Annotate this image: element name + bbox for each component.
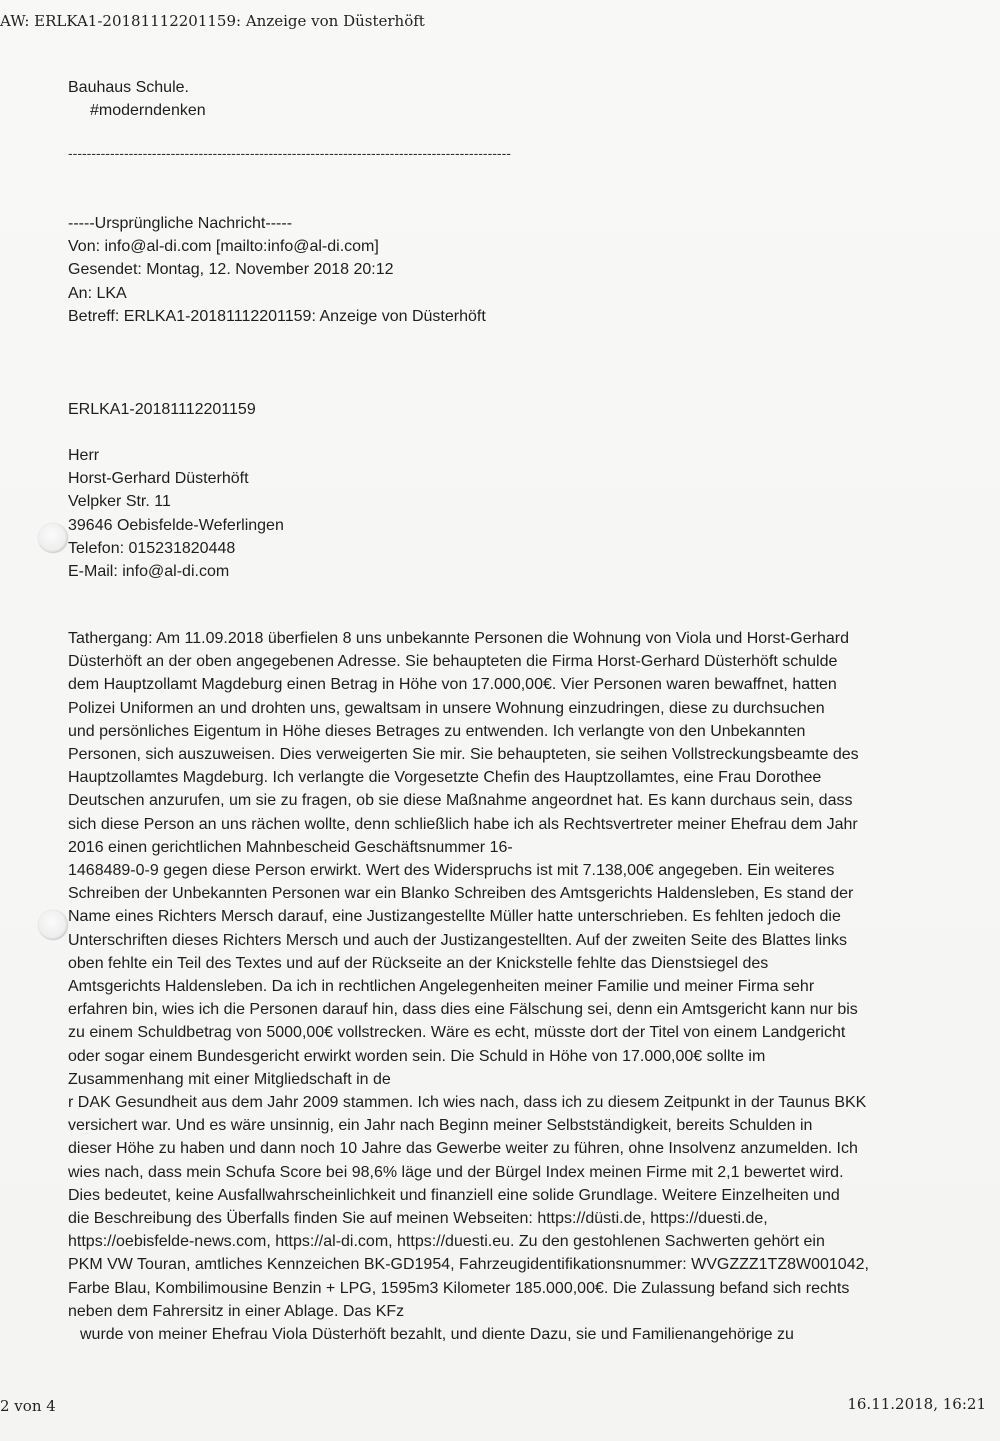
tathergang-line: Tathergang: Am 11.09.2018 überfielen 8 uns unbekannte Personen die Wohnung von Viola und Horst-Gerhard xyxy=(68,630,849,647)
tathergang-line: sich diese Person an uns rächen wollte, denn schließlich habe ich als Rechtsvertreter meiner Ehefrau dem Jahr xyxy=(68,815,858,833)
address-email: E-Mail: info@al-di.com xyxy=(68,563,230,581)
tathergang-line: versichert war. Und es wäre unsinnig, ein Jahr nach Beginn meiner Selbstständigkeit, bereits Schulden in xyxy=(68,1117,813,1135)
signature-line-1: Bauhaus Schule. xyxy=(68,79,189,96)
page-number: 2 von 4 xyxy=(0,1397,56,1415)
tathergang-line: oder sogar einem Bundesgericht erwirkt worden sein. Die Schuld in Höhe von 17.000,00€ sollte im xyxy=(68,1047,766,1065)
tathergang-line: Zusammenhang mit einer Mitgliedschaft in de xyxy=(68,1070,391,1088)
tathergang-line: die Beschreibung des Überfalls finden Sie auf meinen Webseiten: https://düsti.de, https://duesti.de, xyxy=(68,1210,768,1228)
tathergang-line: Schreiben der Unbekannten Personen war ein Blanko Schreiben des Amtsgerichts Haldensleben, Es stand der xyxy=(68,885,854,903)
tathergang-line: wurde von meiner Ehefrau Viola Düsterhöft bezahlt, und diente Dazu, sie und Familienangehörige zu xyxy=(80,1326,794,1344)
address-salutation: Herr xyxy=(68,447,100,464)
tathergang-line: Personen, sich auszuweisen. Dies verweigerten Sie mir. Sie behaupteten, sie seihen Vollstreckungsbeamte des xyxy=(68,746,859,764)
punch-hole xyxy=(38,910,68,940)
address-street: Velpker Str. 11 xyxy=(68,493,171,511)
tathergang-line: https://oebisfelde-news.com, https://al-di.com, https://duesti.eu. Zu den gestohlenen Sachwerten gehört ein xyxy=(68,1233,825,1251)
signature-hashtag: #moderndenken xyxy=(90,102,206,120)
tathergang-line: Düsterhöft an der oben angegebenen Adresse. Sie behaupteten die Firma Horst-Gerhard Düsterhöft schulde xyxy=(68,653,838,671)
tathergang-line: Deutschen anzurufen, um sie zu fragen, ob sie diese Maßnahme angeordnet hat. Es kann durchaus sein, dass xyxy=(68,792,853,810)
tathergang-line: PKM VW Touran, amtliches Kennzeichen BK-GD1954, Fahrzeugidentifikationsnummer: WVGZZZ1TZ8W001042, xyxy=(68,1256,869,1274)
original-message-to: An: LKA xyxy=(68,284,127,302)
punch-hole xyxy=(38,523,68,553)
address-city: 39646 Oebisfelde-Weferlingen xyxy=(68,516,284,534)
original-message-sent: Gesendet: Montag, 12. November 2018 20:12 xyxy=(68,261,394,279)
tathergang-line: wies nach, dass mein Schufa Score bei 98,6% läge und der Bürgel Index meinen Firme mit 2,1 bewertet wird. xyxy=(68,1163,844,1181)
original-message-heading: -----Ursprüngliche Nachricht----- xyxy=(68,215,293,232)
original-message-header xyxy=(68,212,486,328)
tathergang-line: dem Hauptzollamt Magdeburg einen Betrag in Höhe von 17.000,00€. Vier Personen waren bewaffnet, hatten xyxy=(68,676,837,694)
original-message-from: Von: info@al-di.com [mailto:info@al-di.com] xyxy=(68,238,379,256)
tathergang-line: Amtsgerichts Haldensleben. Da ich in rechtlichen Angelegenheiten meiner Familie und meiner Firma sehr xyxy=(68,978,815,996)
tathergang-paragraph xyxy=(68,627,938,1346)
page-header-title: AW: ERLKA1-20181112201159: Anzeige von Düsterhöft xyxy=(0,12,425,30)
tathergang-line: Hauptzollamtes Magdeburg. Ich verlangte die Vorgesetzte Chefin des Hauptzollamtes, eine Frau Dorothee xyxy=(68,769,822,787)
address-name: Horst-Gerhard Düsterhöft xyxy=(68,470,249,488)
tathergang-line: 2016 einen gerichtlichen Mahnbescheid Geschäftsnummer 16- xyxy=(68,838,513,856)
separator-line: ----------------------------------------------------------------------------------------------- xyxy=(68,145,511,161)
tathergang-line: neben dem Fahrersitz in einer Ablage. Das KFz xyxy=(68,1302,405,1320)
tathergang-line: und persönliches Eigentum in Höhe dieses Betrages zu entwenden. Ich verlangte von den Unbekannten xyxy=(68,722,806,740)
tathergang-line: Name eines Richters Mersch darauf, eine Justizangestellte Müller hatte unterschrieben. Es fehlten jedoch die xyxy=(68,908,841,926)
tathergang-line: oben fehlte ein Teil des Textes und auf der Rückseite an der Knickstelle fehlte das Dienstsiegel des xyxy=(68,954,769,972)
tathergang-line: 1468489-0-9 gegen diese Person erwirkt. Wert des Widerspruchs ist mit 7.138,00€ angegeben. Ein weiteres xyxy=(68,862,835,880)
tathergang-line: dieser Höhe zu haben und dann noch 10 Jahre das Gewerbe weiter zu führen, ohne Insolvenz anzumelden. Ich xyxy=(68,1140,858,1158)
print-datetime: 16.11.2018, 16:21 xyxy=(847,1395,986,1413)
tathergang-line: zu einem Schuldbetrag von 5000,00€ vollstrecken. Wäre es echt, müsste dort der Titel von einem Landgericht xyxy=(68,1024,846,1042)
tathergang-line: Unterschriften dieses Richters Mersch und auch der Justizangestellten. Auf der zweiten Seite des Blattes links xyxy=(68,931,848,949)
tathergang-line: Dies bedeutet, keine Ausfallwahrscheinlichkeit und finanziell eine solide Grundlage. Weitere Einzelheiten und xyxy=(68,1186,840,1204)
address-phone: Telefon: 015231820448 xyxy=(68,539,236,557)
tathergang-line: Polizei Uniformen an und drohten uns, gewaltsam in unsere Wohnung einzudringen, diese zu durchsuchen xyxy=(68,699,825,717)
sender-address xyxy=(68,444,284,583)
reference-number: ERLKA1-20181112201159 xyxy=(68,401,256,418)
tathergang-line: erfahren bin, wies ich die Personen darauf hin, dass dies eine Fälschung sei, denn ein Amtsgericht kann nur bis xyxy=(68,1001,858,1019)
tathergang-line: r DAK Gesundheit aus dem Jahr 2009 stammen. Ich wies nach, dass ich zu diesem Zeitpunkt in der Taunus BKK xyxy=(68,1094,867,1112)
original-message-subject: Betreff: ERLKA1-20181112201159: Anzeige von Düsterhöft xyxy=(68,307,486,325)
tathergang-line: Farbe Blau, Kombilimousine Benzin + LPG, 1595m3 Kilometer 185.000,00€. Die Zulassung befand sich rechts xyxy=(68,1279,850,1297)
signature-block xyxy=(68,76,206,122)
